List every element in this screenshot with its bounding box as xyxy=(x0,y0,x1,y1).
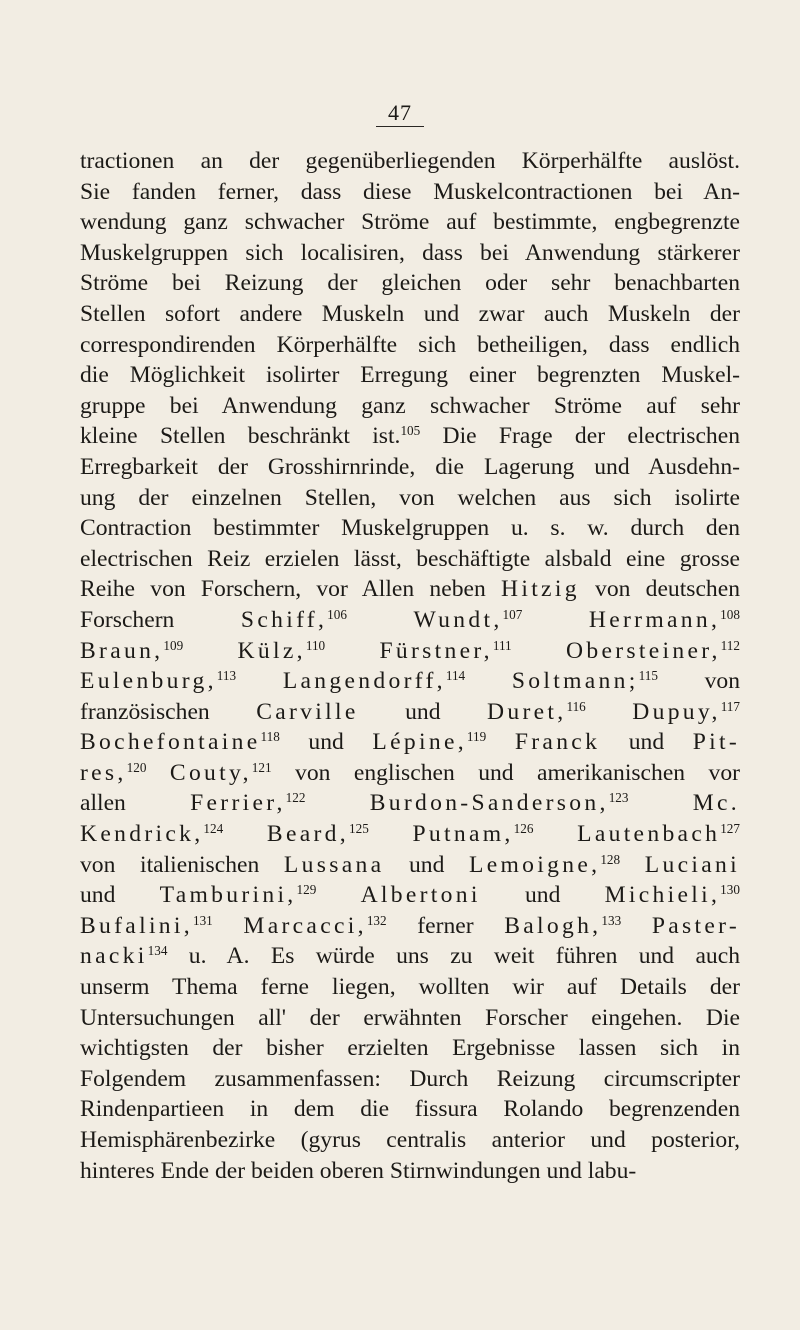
text-line xyxy=(80,666,740,697)
text-segment: electrischen Reiz erzielen lässt, beschäftigte alsbald eine grosse xyxy=(80,545,740,572)
footnote-ref: 128 xyxy=(600,851,621,867)
footnote-ref: 119 xyxy=(466,729,487,745)
text-line xyxy=(80,299,740,330)
text-line xyxy=(80,1003,740,1034)
text-line xyxy=(80,758,740,789)
text-line xyxy=(80,421,740,452)
text-segment: Ströme bei Reizung der gleichen oder sehr benachbarten xyxy=(80,270,740,297)
text-line xyxy=(80,819,740,850)
text-segment xyxy=(183,638,237,664)
text-segment xyxy=(533,821,577,847)
author-name: Obersteiner, xyxy=(566,637,721,664)
text-line xyxy=(80,1033,740,1064)
text-segment xyxy=(223,821,267,847)
footnote-ref: 133 xyxy=(601,912,622,928)
author-name: Schiff, xyxy=(240,606,328,633)
author-name: Paster- xyxy=(651,912,741,939)
author-name: Franck xyxy=(514,729,601,756)
text-segment: allen xyxy=(80,790,191,817)
author-name: Hitzig xyxy=(501,576,580,603)
text-segment: und xyxy=(80,882,160,909)
text-segment: tractionen an der gegenüberliegenden Körperhälfte auslöst. xyxy=(80,148,740,174)
text-line xyxy=(80,972,740,1003)
footnote-ref: 118 xyxy=(260,729,280,745)
author-name: Kendrick, xyxy=(80,821,204,848)
footnote-ref: 114 xyxy=(445,667,466,683)
text-segment: wichtigsten der bisher erzielten Ergebnisse lassen sich in xyxy=(80,1035,740,1062)
text-segment: Rindenpartieen in dem die fissura Rolando begrenzenden xyxy=(80,1096,740,1123)
footnote-ref: 115 xyxy=(638,667,658,683)
text-segment: und xyxy=(600,729,693,756)
text-segment xyxy=(465,668,512,694)
footnote-ref: 107 xyxy=(502,606,523,622)
body-text xyxy=(80,146,740,1186)
text-segment: und xyxy=(384,851,470,878)
text-segment: gruppe bei Anwendung ganz schwacher Ströme auf sehr xyxy=(80,392,740,419)
text-segment: französischen xyxy=(80,698,257,725)
text-line xyxy=(80,238,740,269)
text-line xyxy=(80,330,740,361)
text-segment xyxy=(621,913,652,939)
text-segment xyxy=(213,913,244,939)
text-segment: und xyxy=(480,882,605,909)
author-name: Mc. xyxy=(692,790,741,817)
text-line xyxy=(80,880,740,911)
author-name: nacki xyxy=(80,943,148,970)
text-line xyxy=(80,605,740,636)
text-line xyxy=(80,941,740,972)
text-line xyxy=(80,911,740,942)
footnote-ref: 116 xyxy=(566,698,586,714)
text-line xyxy=(80,483,740,514)
text-segment: correspondirenden Körperhälfte sich betheiligen, dass endlich xyxy=(80,331,740,358)
text-line xyxy=(80,452,740,483)
author-name: Eulenburg, xyxy=(80,668,217,695)
text-segment: wendung ganz schwacher Ströme auf bestimmte, engbegrenzte xyxy=(80,209,740,236)
footnote-ref: 123 xyxy=(608,790,629,806)
footnote-ref: 129 xyxy=(296,882,317,898)
footnote-ref: 106 xyxy=(327,606,347,622)
text-segment: von italienischen xyxy=(80,851,284,878)
author-name: Lussana xyxy=(283,851,385,878)
text-line xyxy=(80,207,740,238)
footnote-ref: 122 xyxy=(285,790,306,806)
footnote-ref: 110 xyxy=(305,637,326,653)
text-segment: Reihe von Forschern, vor Allen neben xyxy=(80,576,501,603)
text-segment: Forschern xyxy=(80,606,241,633)
text-line xyxy=(80,146,740,177)
text-segment: Erregbarkeit der Grosshirnrinde, die Lagerung und Ausdehn- xyxy=(80,453,740,480)
text-segment xyxy=(512,638,566,664)
author-name: Fürstner, xyxy=(379,637,493,664)
author-name: Putnam, xyxy=(412,821,514,848)
author-name: Wundt, xyxy=(413,606,503,633)
footnote-ref: 109 xyxy=(163,637,184,653)
author-name: Albertoni xyxy=(360,882,481,909)
text-segment xyxy=(620,852,645,878)
author-name: Lépine, xyxy=(372,729,467,756)
footnote-ref: 125 xyxy=(348,820,369,836)
footnote-ref: 124 xyxy=(203,820,224,836)
text-line xyxy=(80,850,740,881)
footnote-ref: 134 xyxy=(147,943,168,959)
author-name: Soltmann; xyxy=(511,668,639,695)
text-segment: Stellen sofort andere Muskeln und zwar auch Muskeln der xyxy=(80,300,740,327)
text-segment xyxy=(347,607,414,633)
footnote-ref: 113 xyxy=(216,667,237,683)
author-name: Bochefontaine xyxy=(80,729,261,756)
footnote-ref: 111 xyxy=(492,637,512,653)
author-name: Bufalini, xyxy=(80,912,193,939)
footnote-ref: 112 xyxy=(720,637,740,653)
text-segment xyxy=(369,821,413,847)
text-segment xyxy=(146,760,169,786)
author-name: Herrmann, xyxy=(588,606,721,633)
text-segment xyxy=(305,790,369,816)
author-name: Balogh, xyxy=(504,912,602,939)
text-segment: die Möglichkeit isolirter Erregung einer begrenzten Muskel- xyxy=(80,362,740,389)
text-segment: ferner xyxy=(386,912,505,939)
author-name: Lemoigne, xyxy=(469,851,601,878)
text-segment: hinteres Ende der beiden oberen Stirnwindungen und labu- xyxy=(80,1157,637,1184)
text-line xyxy=(80,1125,740,1156)
footnote-ref: 126 xyxy=(513,820,534,836)
text-segment: Hemisphärenbezirke (gyrus centralis anterior und posterior, xyxy=(80,1127,740,1153)
text-segment xyxy=(586,699,632,725)
footnote-ref: 132 xyxy=(366,912,387,928)
text-segment: und xyxy=(279,729,373,756)
author-name: Beard, xyxy=(266,821,349,848)
text-segment xyxy=(486,729,515,755)
author-name: Lautenbach xyxy=(577,821,721,848)
author-name: Burdon-Sanderson, xyxy=(369,790,609,817)
footnote-ref: 127 xyxy=(720,820,741,836)
author-name: Marcacci, xyxy=(243,912,367,939)
text-line xyxy=(80,636,740,667)
text-line xyxy=(80,1064,740,1095)
footnote-ref: 120 xyxy=(126,759,147,775)
author-name: Ferrier, xyxy=(190,790,286,817)
footnote-ref: 105 xyxy=(400,423,421,439)
text-segment: unserm Thema ferne liegen, wollten wir auf Details der xyxy=(80,974,740,1001)
text-segment xyxy=(325,638,379,664)
text-segment: ung der einzelnen Stellen, von welchen aus sich isolirte xyxy=(80,484,740,511)
text-line xyxy=(80,1094,740,1125)
text-line xyxy=(80,360,740,391)
author-name: Langendorff, xyxy=(282,668,446,695)
text-line xyxy=(80,1156,740,1187)
text-segment: und xyxy=(358,698,487,725)
footnote-ref: 130 xyxy=(720,882,740,898)
text-line xyxy=(80,177,740,208)
author-name: Braun, xyxy=(80,637,164,664)
footnote-ref: 108 xyxy=(720,606,740,622)
author-name: Dupuy, xyxy=(632,698,721,725)
text-segment: von englischen und amerikanischen vor xyxy=(271,759,740,786)
author-name: res, xyxy=(80,759,127,786)
text-segment: Contraction bestimmter Muskelgruppen u. s. w. durch den xyxy=(80,515,740,542)
footnote-ref: 131 xyxy=(192,912,213,928)
text-segment: Die Frage der electrischen xyxy=(420,423,740,450)
text-line xyxy=(80,727,740,758)
text-segment: u. A. Es würde uns zu weit führen und auch xyxy=(167,943,740,970)
author-name: Luciani xyxy=(644,851,740,878)
text-line xyxy=(80,574,740,605)
text-line xyxy=(80,697,740,728)
footnote-ref: 121 xyxy=(251,759,272,775)
text-segment xyxy=(236,668,283,694)
text-segment: von deutschen xyxy=(579,576,741,603)
text-line xyxy=(80,544,740,575)
author-name: Carville xyxy=(256,698,359,725)
text-segment: von xyxy=(657,668,741,695)
text-segment xyxy=(316,882,360,908)
author-name: Couty, xyxy=(169,759,252,786)
text-segment: Folgendem zusammenfassen: Durch Reizung circumscripter xyxy=(80,1065,740,1092)
text-segment: Untersuchungen all' der erwähnten Forscher eingehen. Die xyxy=(80,1004,740,1031)
author-name: Pit- xyxy=(692,729,741,756)
footnote-ref: 117 xyxy=(720,698,741,714)
text-segment xyxy=(522,607,589,633)
text-segment xyxy=(629,790,693,816)
author-name: Külz, xyxy=(237,637,306,664)
text-segment: Muskelgruppen sich localisiren, dass bei Anwendung stärkerer xyxy=(80,239,740,266)
text-segment: kleine Stellen beschränkt ist. xyxy=(80,423,401,450)
text-line xyxy=(80,268,740,299)
author-name: Michieli, xyxy=(604,882,721,909)
text-line xyxy=(80,391,740,422)
author-name: Tamburini, xyxy=(159,882,297,909)
page-number: 47 xyxy=(376,100,424,127)
text-line xyxy=(80,788,740,819)
text-segment: Sie fanden ferner, dass diese Muskelcontractionen bei An- xyxy=(80,178,740,205)
text-line xyxy=(80,513,740,544)
author-name: Duret, xyxy=(487,698,567,725)
